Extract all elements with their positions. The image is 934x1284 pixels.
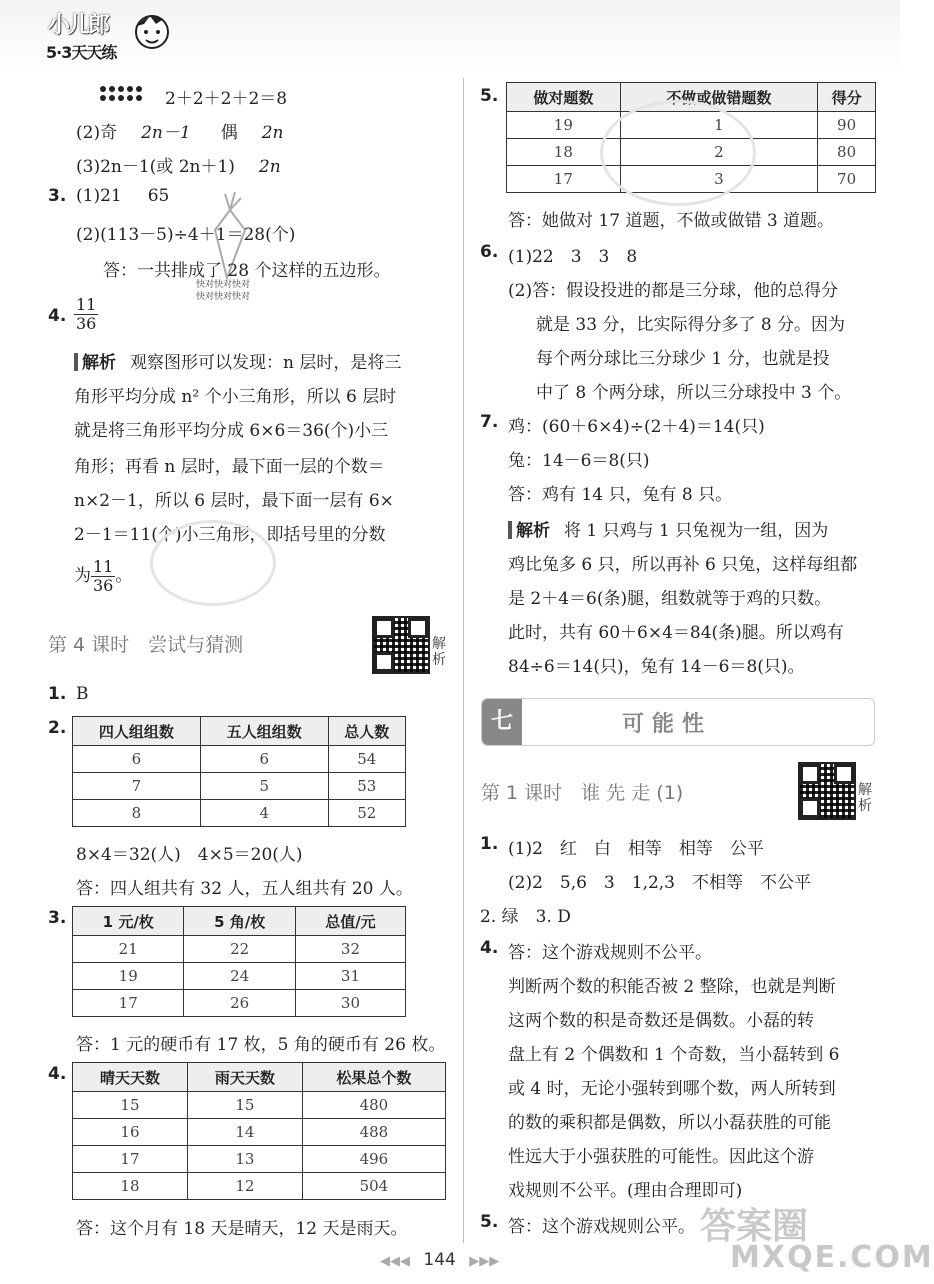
jiexi-label: 解析 — [82, 353, 116, 373]
question-number: 5. — [480, 1212, 499, 1232]
mascot-icon — [132, 8, 172, 56]
chapter-header — [481, 698, 875, 746]
answer-text: 2n — [261, 123, 284, 143]
table-cell: 53 — [328, 773, 405, 800]
table-row — [73, 773, 406, 800]
table-header: 总人数 — [328, 717, 405, 746]
table-cell: 22 — [184, 936, 295, 963]
question-number: 5. — [480, 86, 499, 106]
table-cell: 17 — [73, 1146, 188, 1173]
page-footer — [380, 1250, 499, 1270]
answer-line — [76, 186, 169, 206]
table-header: 得分 — [818, 83, 876, 112]
answer-line: (1)2 红 白 相等 相等 公平 — [508, 839, 764, 859]
answer-text: (3)2n－1(或 2n＋1) — [76, 157, 235, 177]
question-number: 2. — [48, 718, 67, 738]
table-cell: 17 — [73, 990, 184, 1017]
answer-text: (1)21 — [76, 186, 122, 206]
table-cell: 8 — [73, 800, 201, 827]
table-cell: 24 — [184, 963, 295, 990]
answer-line: (2)(113－5)÷4＋1＝28(个) — [76, 225, 296, 245]
table-row — [73, 936, 406, 963]
table-row — [73, 1119, 446, 1146]
answer-line: (2)2 5,6 3 1,2,3 不相等 不公平 — [508, 873, 812, 893]
table-cell: 2 — [620, 139, 818, 166]
table-header: 五人组组数 — [200, 717, 328, 746]
watermark-text: 快对快对快对 — [196, 280, 251, 290]
answer-line: 答：这个月有 18 天是晴天，12 天是雨天。 — [76, 1219, 408, 1239]
explanation-text: 。 — [115, 566, 133, 586]
table-header: 做对题数 — [507, 83, 621, 112]
answer-line: B — [76, 684, 89, 704]
answer-text: 2n — [258, 157, 281, 177]
chapter-title: 可能性 — [622, 712, 713, 737]
table-header: 晴天天数 — [73, 1063, 188, 1092]
answer-line — [76, 152, 281, 177]
explanation-line: 2－1＝11(个)小三角形，即括号里的分数 — [74, 525, 386, 545]
table-cell: 6 — [73, 746, 201, 773]
table-cell: 15 — [187, 1092, 302, 1119]
explanation-line: 是 2＋4＝6(条)腿，组数就等于鸡的只数。 — [508, 589, 832, 609]
table-cell: 488 — [302, 1119, 445, 1146]
answer-line: 盘上有 2 个偶数和 1 个奇数，当小磊转到 6 — [508, 1045, 840, 1065]
table-cell: 54 — [328, 746, 405, 773]
explanation-line: 鸡比兔多 6 只，所以再补 6 只兔，这样每组都 — [508, 555, 858, 575]
answer-line — [76, 118, 283, 143]
table-cell: 6 — [200, 746, 328, 773]
table-header: 不做或做错题数 — [620, 83, 818, 112]
jiexi-label: 解析 — [516, 521, 550, 541]
answer-line: 2＋2＋2＋2＝8 — [165, 89, 288, 109]
table-row — [73, 1092, 446, 1119]
brand-logo — [40, 4, 180, 64]
table-cell: 7 — [73, 773, 201, 800]
answer-line: 或 4 时，无论小强转到哪个数，两人所转到 — [508, 1079, 836, 1099]
table-cell: 26 — [184, 990, 295, 1017]
table-cell: 15 — [73, 1092, 188, 1119]
table-cell: 14 — [187, 1119, 302, 1146]
answer-text: 65 — [147, 186, 170, 206]
explanation-line: 就是将三角形平均分成 6×6＝36(个)小三 — [74, 421, 389, 441]
question-number: 1. — [48, 684, 67, 704]
answer-line: 2. 绿 3. D — [480, 907, 571, 927]
explanation-line: n×2－1，所以 6 层时，最下面一层有 6× — [74, 491, 394, 511]
jiexi-marker — [508, 521, 512, 539]
answer-line: 鸡：(60＋6×4)÷(2＋4)＝14(只) — [508, 417, 765, 437]
question-number: 4. — [480, 938, 499, 958]
table-row — [73, 1146, 446, 1173]
answer-line: 就是 33 分，比实际得分多了 8 分。因为 — [536, 315, 846, 335]
answer-line: 的数的乘积都是偶数，所以小磊获胜的可能 — [508, 1113, 831, 1133]
brand-name: 小儿郎 — [48, 13, 109, 38]
question-number: 1. — [480, 834, 499, 854]
qr-code[interactable] — [798, 762, 856, 820]
table-cell: 90 — [818, 112, 876, 139]
table-header: 雨天天数 — [187, 1063, 302, 1092]
table-cell: 21 — [73, 936, 184, 963]
qr-label: 解析 — [858, 782, 872, 814]
table-cell: 32 — [295, 936, 405, 963]
table-header: 1 元/枚 — [73, 907, 184, 936]
table-row — [73, 746, 406, 773]
table-cell: 18 — [73, 1173, 188, 1200]
table-cell: 52 — [328, 800, 405, 827]
chapter-number: 七 — [482, 699, 522, 745]
explanation-line — [74, 558, 132, 595]
watermark-text: 快对快对快对 — [196, 292, 251, 302]
explanation-text: 为 — [74, 566, 91, 586]
table-row — [73, 990, 406, 1017]
explanation-text: 观察图形可以发现：n 层时，是将三 — [130, 353, 402, 373]
answer-table-3 — [72, 906, 406, 1017]
jiexi-marker — [74, 353, 78, 371]
answer-line: 答：一共排成了 28 个这样的五边形。 — [103, 261, 391, 281]
table-cell: 504 — [302, 1173, 445, 1200]
table-cell: 17 — [507, 166, 621, 193]
answer-line: (2)答：假设投进的都是三分球，他的总得分 — [508, 281, 839, 301]
qr-code[interactable] — [372, 616, 430, 674]
table-header: 5 角/枚 — [184, 907, 295, 936]
stamp-watermark — [150, 520, 276, 606]
answer-line: 性远大于小强获胜的可能性。因此这个游 — [508, 1147, 814, 1167]
answer-line: 中了 8 个两分球，所以三分球投中 3 个。 — [536, 383, 852, 403]
table-row — [73, 800, 406, 827]
table-header: 总值/元 — [295, 907, 405, 936]
answer-line: 这两个数的积是奇数还是偶数。小磊的转 — [508, 1011, 814, 1031]
table-cell: 496 — [302, 1146, 445, 1173]
watermark-url: MXQE.COM — [730, 1240, 934, 1275]
answer-table-4 — [72, 1062, 446, 1200]
answer-table-2 — [72, 716, 406, 827]
table-cell: 13 — [187, 1146, 302, 1173]
table-cell: 4 — [200, 800, 328, 827]
table-cell: 80 — [818, 139, 876, 166]
table-row — [73, 963, 406, 990]
answer-line: (1)22 3 3 8 — [508, 247, 638, 267]
numerator: 11 — [93, 557, 114, 576]
watermark-logo: 答案圈 — [700, 1206, 809, 1247]
answer-line: 答：1 元的硬币有 17 枚，5 角的硬币有 26 枚。 — [76, 1035, 446, 1055]
table-cell: 19 — [73, 963, 184, 990]
table-cell: 16 — [73, 1119, 188, 1146]
answer-line: 答：这个游戏规则不公平。 — [508, 943, 712, 963]
question-number: 3. — [48, 186, 67, 206]
qr-label: 解析 — [432, 636, 446, 668]
fraction — [74, 296, 98, 333]
table-cell: 1 — [620, 112, 818, 139]
answer-text: (2)奇 — [76, 123, 118, 143]
table-cell: 480 — [302, 1092, 445, 1119]
question-number: 7. — [480, 412, 499, 432]
question-number: 6. — [480, 242, 499, 262]
answer-text: 2n－1 — [141, 123, 191, 143]
answer-line: 答：她做对 17 道题，不做或做错 3 道题。 — [508, 211, 835, 231]
answer-line: 8×4＝32(人) 4×5＝20(人) — [76, 845, 303, 865]
prev-arrows-icon: ◀◀◀ — [380, 1254, 410, 1269]
section-title: 第 1 课时 谁 先 走 (1) — [481, 782, 684, 804]
table-row — [73, 1173, 446, 1200]
next-arrows-icon: ▶▶▶ — [469, 1254, 500, 1269]
question-number: 3. — [48, 908, 67, 928]
table-cell: 12 — [187, 1173, 302, 1200]
dots-pattern — [100, 86, 146, 109]
answer-line: 戏规则不公平。(理由合理即可) — [508, 1181, 743, 1201]
answer-line: 答：这个游戏规则公平。 — [508, 1217, 695, 1237]
explanation-line: 角形；再看 n 层时，最下面一层的个数＝ — [74, 457, 385, 477]
answer-line: 判断两个数的积能否被 2 整除，也就是判断 — [508, 977, 836, 997]
table-cell: 3 — [620, 166, 818, 193]
page-number: 144 — [423, 1250, 456, 1270]
explanation-line: 角形平均分成 n² 个小三角形，所以 6 层时 — [74, 387, 397, 407]
table-header: 四人组组数 — [73, 717, 201, 746]
column-divider — [463, 78, 464, 1243]
numerator: 11 — [76, 295, 97, 314]
answer-line: 兔：14－6＝8(只) — [508, 451, 650, 471]
table-cell: 70 — [818, 166, 876, 193]
table-header: 松果总个数 — [302, 1063, 445, 1092]
question-number: 4. — [48, 306, 67, 326]
explanation-text: 将 1 只鸡与 1 只兔视为一组，因为 — [564, 521, 829, 541]
table-cell: 5 — [200, 773, 328, 800]
section-title: 第 4 课时 尝试与猜测 — [48, 634, 244, 656]
explanation-line: 84÷6＝14(只)，兔有 14－6＝8(只)。 — [508, 657, 805, 677]
denominator: 36 — [93, 576, 114, 595]
explanation-line — [74, 348, 401, 373]
table-cell: 19 — [507, 112, 621, 139]
question-number: 4. — [48, 1064, 67, 1084]
answer-line: 答：四人组共有 32 人，五人组共有 20 人。 — [76, 879, 413, 899]
table-cell: 18 — [507, 139, 621, 166]
denominator: 36 — [76, 314, 97, 333]
table-cell: 30 — [295, 990, 405, 1017]
table-cell: 31 — [295, 963, 405, 990]
explanation-line: 此时，共有 60＋6×4＝84(条)腿。所以鸡有 — [508, 623, 844, 643]
answer-text: 偶 — [220, 123, 238, 143]
stamp-watermark — [600, 100, 756, 206]
answer-line: 答：鸡有 14 只，兔有 8 只。 — [508, 485, 733, 505]
series-name: 5·3天天练 — [46, 43, 117, 62]
answer-line: 每个两分球比三分球少 1 分，也就是投 — [536, 349, 830, 369]
explanation-line — [508, 516, 828, 541]
